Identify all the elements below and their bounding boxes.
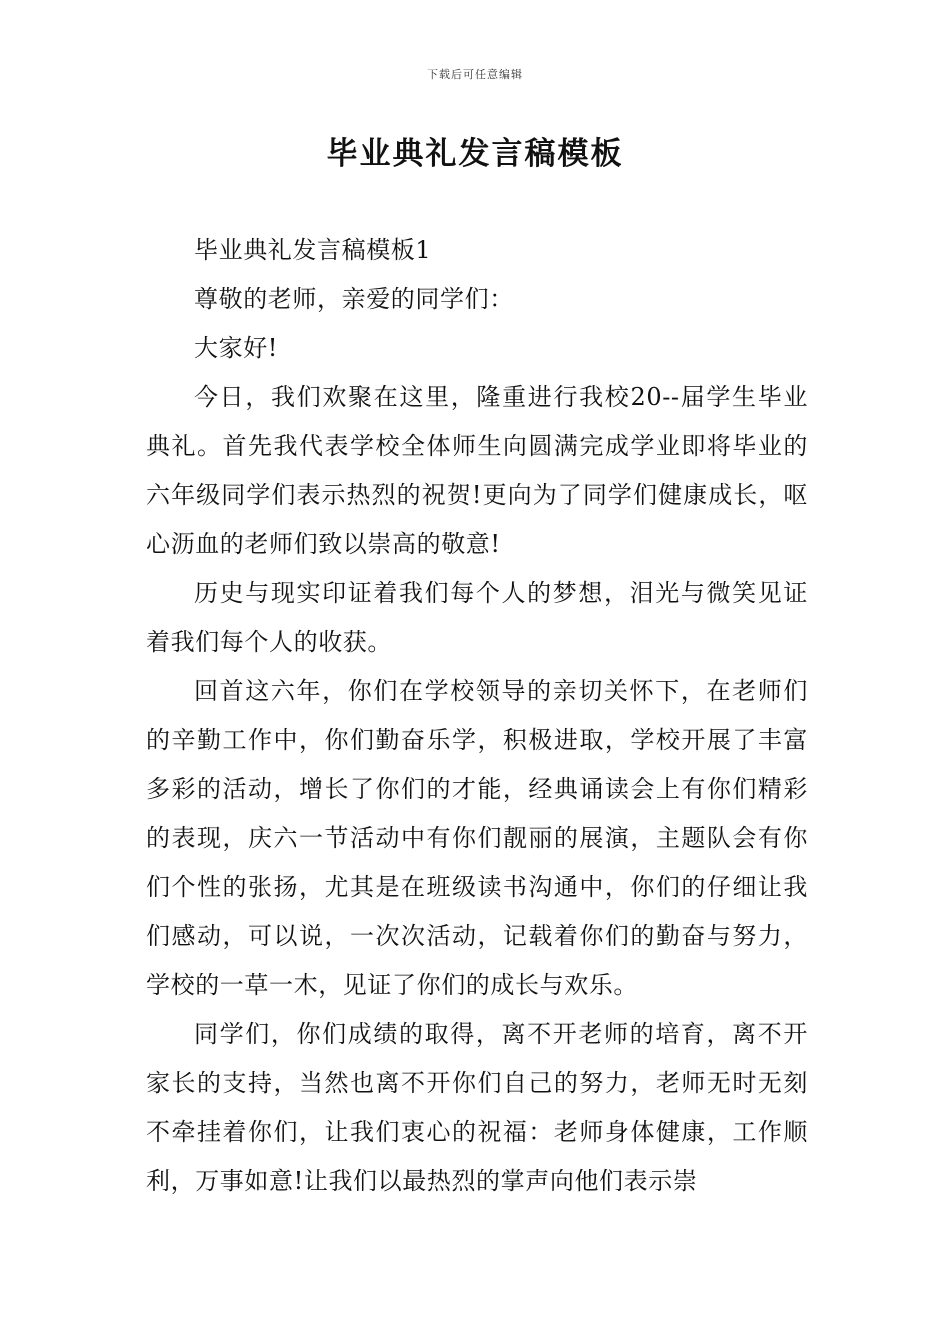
document-body xyxy=(146,226,808,1206)
section-heading: 毕业典礼发言稿模板1 xyxy=(194,236,432,264)
header-note: 下载后可任意编辑 xyxy=(427,68,523,81)
body-paragraph: 今日，我们欢聚在这里，隆重进行我校20--届学生毕业典礼。首先我代表学校全体师生向圆满完成学业即将毕业的六年级同学们表示热烈的祝贺!更向为了同学们健康成长，呕心沥血的老师们致以崇高的敬意! xyxy=(146,383,808,558)
salutation: 尊敬的老师，亲爱的同学们： xyxy=(194,285,514,313)
body-paragraph: 回首这六年，你们在学校领导的亲切关怀下，在老师们的辛勤工作中，你们勤奋乐学，积极进取，学校开展了丰富多彩的活动，增长了你们的才能，经典诵读会上有你们精彩的表现，庆六一节活动中有你们靓丽的展演，主题队会有你们个性的张扬，尤其是在班级读书沟通中，你们的仔细让我们感动，可以说，一次次活动，记载着你们的勤奋与努力，学校的一草一木，见证了你们的成长与欢乐。 xyxy=(146,677,808,999)
body-paragraph: 同学们，你们成绩的取得，离不开老师的培育，离不开家长的支持，当然也离不开你们自己的努力，老师无时无刻不牵挂着你们，让我们衷心的祝福：老师身体健康，工作顺利，万事如意!让我们以最热烈的掌声向他们表示崇 xyxy=(146,1020,808,1195)
document-title: 毕业典礼发言稿模板 xyxy=(326,136,624,172)
body-paragraph: 历史与现实印证着我们每个人的梦想，泪光与微笑见证着我们每个人的收获。 xyxy=(146,579,808,656)
greeting: 大家好! xyxy=(194,334,279,362)
